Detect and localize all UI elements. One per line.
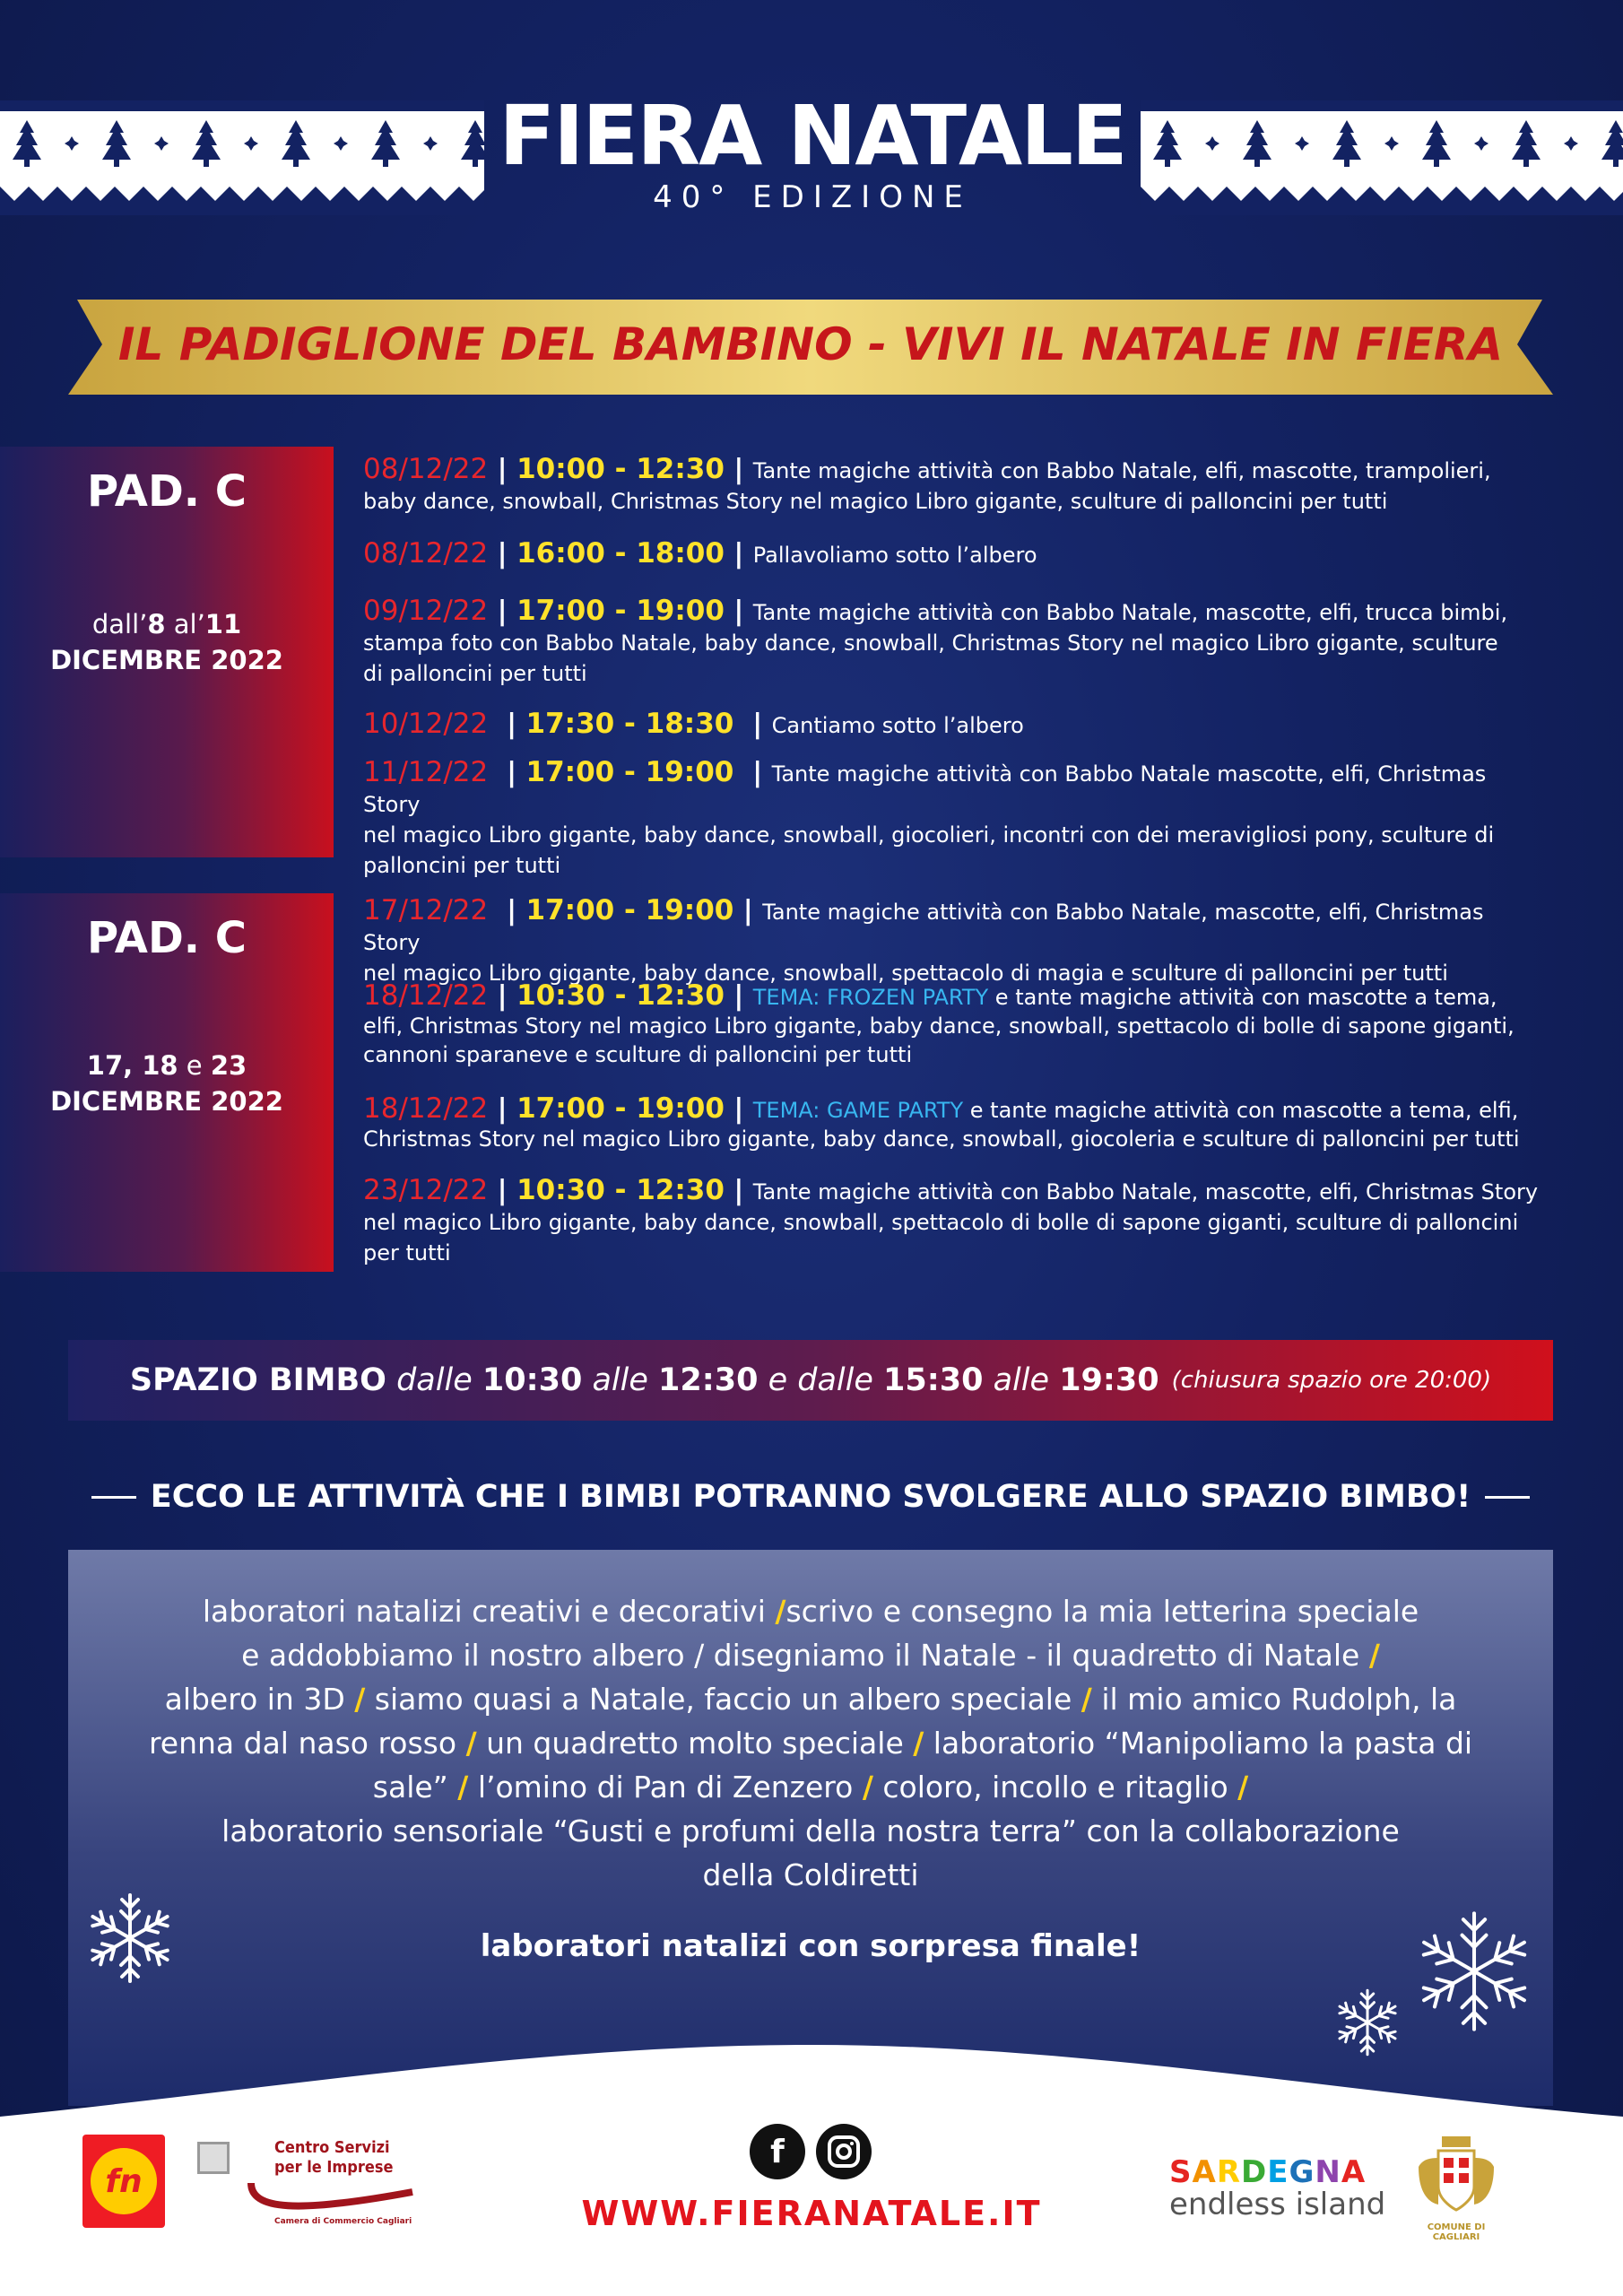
instagram-icon[interactable] — [816, 2124, 872, 2179]
slash-separator: / — [1368, 1638, 1380, 1673]
sardegna-tagline: endless island — [1169, 2187, 1386, 2222]
entry-text: Christmas Story nel magico Libro gigante, baby dance, snowball, giocoleria e sculture di palloncini per tutti — [363, 1126, 1520, 1152]
social-links — [750, 2124, 875, 2181]
activity-text: laboratorio “Manipoliamo la pasta di — [924, 1726, 1473, 1761]
slash-separator: / — [465, 1726, 477, 1761]
slash-separator: / — [1237, 1770, 1249, 1805]
activity-line — [68, 1721, 1553, 1765]
knit-pattern-right — [1141, 100, 1623, 215]
slash-separator: / — [457, 1770, 469, 1805]
date-text: 11 — [204, 609, 242, 639]
entry-text: nel magico Libro gigante, baby dance, snowball, spettacolo di bolle di sapone giganti, sculture di palloncini — [363, 1210, 1519, 1235]
entry-date: 18/12/22 — [363, 1092, 489, 1125]
activity-text: scrivo e consegno la mia letterina speciale — [785, 1594, 1419, 1629]
heading-divider — [91, 1496, 136, 1499]
entry-text: di palloncini per tutti — [363, 661, 587, 686]
facebook-glyph: f — [770, 2133, 785, 2170]
entry-time: 10:30 - 12:30 — [516, 1174, 725, 1206]
entry-text: nel magico Libro gigante, baby dance, snowball, spettacolo di magia e sculture di palloncini per tutti — [363, 961, 1448, 986]
activity-line — [68, 1677, 1553, 1721]
entry-date: 08/12/22 — [363, 537, 489, 570]
centro-servizi-logo — [197, 2135, 430, 2233]
edition-subtitle: 40° EDIZIONE — [653, 179, 972, 215]
pad-box-2 — [0, 893, 334, 1272]
entry-time: 10:00 - 12:30 — [516, 453, 725, 485]
schedule-entry: 18/12/22 | 17:00 - 19:00 | TEMA: GAME PARTY e tante magiche attività con mascotte a tema, elfi, Christmas Story nel magico Libro gigante, baby dance, snowball, giocoleria e sculture di palloncini per tutti — [363, 1092, 1520, 1152]
activity-line — [68, 1853, 1553, 1897]
slash-separator: / — [913, 1726, 924, 1761]
schedule-entry: 08/12/22 | 10:00 - 12:30 | Tante magiche attività con Babbo Natale, elfi, mascotte, trampolieri, baby dance, snowball, Christmas Story nel magico Libro gigante, sculture di palloncini per tutti — [363, 453, 1491, 514]
sardegna-letter: A — [1341, 2154, 1367, 2190]
slash-separator: / — [775, 1594, 786, 1629]
pad-date-range — [0, 606, 334, 678]
sardegna-letter: D — [1241, 2154, 1268, 2190]
pad-title: PAD. C — [87, 466, 247, 517]
schedule-entry: 11/12/22 | 17:00 - 19:00 | Tante magiche attività con Babbo Natale mascotte, elfi, Christmas Story nel magico Libro gigante, baby dance, snowball, giocolieri, incontri con dei meravigliosi pony, sculture di palloncini per tutti — [363, 756, 1495, 878]
date-text: dall’ — [91, 609, 148, 639]
entry-date: 17/12/22 — [363, 894, 489, 926]
title-ribbon — [68, 294, 1553, 395]
activity-text: albero in 3D — [164, 1682, 355, 1717]
entry-time: 17:30 - 18:30 — [525, 708, 734, 740]
date-month: DICEMBRE 2022 — [50, 645, 283, 675]
sardegna-logo — [1169, 2156, 1399, 2221]
hours-time: 15:30 — [883, 1362, 984, 1398]
hours-time: 12:30 — [658, 1362, 759, 1398]
entry-text: Tante magiche attività con Babbo Natale mascotte, elfi, Christmas Story — [363, 761, 1487, 817]
sardegna-letter: A — [1192, 2154, 1217, 2190]
hours-time: 19:30 — [1059, 1362, 1159, 1398]
hours-text: e dalle — [768, 1362, 873, 1398]
slash-separator: / — [354, 1682, 366, 1717]
spazio-label: SPAZIO BIMBO — [129, 1362, 386, 1398]
schedule-entry: 08/12/22 | 16:00 - 18:00 | Pallavoliamo sotto l’albero — [363, 537, 1037, 570]
coat-of-arms-icon — [1411, 2131, 1501, 2221]
entry-text: stampa foto con Babbo Natale, baby dance, snowball, Christmas Story nel magico Libro gigante, sculture — [363, 631, 1498, 656]
comune-label: COMUNE DI CAGLIARI — [1427, 2222, 1486, 2242]
activity-text: coloro, incollo e ritaglio — [872, 1770, 1238, 1805]
activity-text: e addobbiamo il nostro albero / disegniamo il Natale - il quadretto di Natale — [241, 1638, 1360, 1673]
spazio-bimbo-hours — [68, 1340, 1553, 1421]
date-text: al’ — [165, 609, 205, 639]
activity-text: sale” — [372, 1770, 458, 1805]
pad-box-1 — [0, 447, 334, 857]
activity-text: laboratori natalizi creativi e decorativi — [202, 1594, 776, 1629]
csi-mark-icon — [197, 2142, 230, 2174]
activity-line — [68, 1765, 1553, 1809]
entry-time: 10:30 - 12:30 — [516, 979, 725, 1012]
entry-text: e tante magiche attività con mascotte a tema, elfi, — [963, 1098, 1519, 1123]
heading-divider — [1485, 1496, 1530, 1499]
entry-text: nel magico Libro gigante, baby dance, snowball, giocolieri, incontri con dei meravigliosi pony, sculture di — [363, 822, 1495, 848]
snowflake-icon — [81, 1889, 179, 1987]
entry-text: palloncini per tutti — [363, 853, 561, 878]
entry-date: 11/12/22 — [363, 756, 489, 788]
entry-time: 17:00 - 19:00 — [516, 595, 725, 627]
entry-time: 17:00 - 19:00 — [525, 894, 734, 926]
date-text: 23 — [210, 1050, 247, 1081]
page-title: FIERA NATALE — [499, 88, 1126, 184]
date-text: 17, 18 — [86, 1050, 178, 1081]
entry-text: Pallavoliamo sotto l’albero — [752, 543, 1037, 568]
csi-title-line: Centro Servizi — [274, 2138, 390, 2157]
sardegna-letter: N — [1315, 2154, 1341, 2190]
csi-title-line: per le Imprese — [274, 2158, 394, 2177]
entry-text: Tante magiche attività con Babbo Natale, mascotte, elfi, trucca bimbi, — [752, 600, 1508, 625]
activity-line — [68, 1589, 1553, 1633]
entry-text: Cantiamo sotto l’albero — [771, 713, 1024, 738]
slash-separator: / — [1081, 1682, 1092, 1717]
slash-separator: / — [862, 1770, 873, 1805]
christmas-tree-pattern-icon — [0, 100, 484, 215]
entry-date: 08/12/22 — [363, 453, 489, 485]
closing-note: (chiusura spazio ore 20:00) — [1171, 1367, 1492, 1394]
schedule-entry: 09/12/22 | 17:00 - 19:00 | Tante magiche attività con Babbo Natale, mascotte, elfi, trucca bimbi, stampa foto con Babbo Natale, baby dance, snowball, Christmas Story nel magico Libro gigante, sculture di palloncini per tutti — [363, 595, 1508, 686]
csi-title — [274, 2138, 418, 2178]
entry-date: 23/12/22 — [363, 1174, 489, 1206]
hours-time: 10:30 — [482, 1362, 583, 1398]
entry-date: 18/12/22 — [363, 979, 489, 1012]
fiera-logo — [82, 2135, 165, 2228]
entry-text: baby dance, snowball, Christmas Story nel magico Libro gigante, sculture di palloncini per tutti — [363, 489, 1388, 514]
knit-pattern-left — [0, 100, 484, 215]
schedule-entry: 23/12/22 | 10:30 - 12:30 | Tante magiche attività con Babbo Natale, mascotte, elfi, Christmas Story nel magico Libro gigante, baby dance, snowball, spettacolo di bolle di sapone giganti, sculture di palloncini per tutti — [363, 1174, 1539, 1265]
sardegna-wordmark — [1169, 2156, 1399, 2188]
comune-cagliari-logo — [1411, 2131, 1501, 2242]
csi-subtitle: Camera di Commercio Cagliari — [274, 2217, 412, 2226]
schedule-entry: 17/12/22 | 17:00 - 19:00 | Tante magiche attività con Babbo Natale, mascotte, elfi, Christmas Story nel magico Libro gigante, baby dance, snowball, spettacolo di magia e sculture di palloncini per tutti — [363, 894, 1484, 986]
sardegna-letter: R — [1216, 2154, 1242, 2190]
entry-text: cannoni sparaneve e sculture di palloncini per tutti — [363, 1042, 913, 1067]
entry-text: Tante magiche attività con Babbo Natale, elfi, mascotte, trampolieri, — [752, 458, 1491, 483]
sardegna-letter: S — [1169, 2154, 1193, 2190]
activity-text: l’omino di Pan di Zenzero — [468, 1770, 863, 1805]
pad-title: PAD. C — [87, 913, 247, 963]
website-link[interactable]: WWW.FIERANATALE.IT — [581, 2194, 1042, 2233]
entry-text: Tante magiche attività con Babbo Natale, mascotte, elfi, Christmas Story — [752, 1179, 1539, 1205]
instagram-glyph-icon — [827, 2135, 861, 2169]
activity-text: laboratorio sensoriale “Gusti e profumi della nostra terra” con la collaborazione — [221, 1813, 1400, 1848]
date-month: DICEMBRE 2022 — [50, 1086, 283, 1117]
christmas-tree-pattern-icon — [1141, 100, 1623, 215]
fiera-logo-text: fn — [91, 2148, 157, 2214]
entry-time: 17:00 - 19:00 — [516, 1092, 725, 1125]
date-text: e — [178, 1050, 211, 1081]
date-text: 8 — [147, 609, 166, 639]
activity-line — [68, 1633, 1553, 1677]
entry-text: elfi, Christmas Story nel magico Libro gigante, baby dance, snowball, spettacolo di bolle di sapone giganti, — [363, 1013, 1515, 1039]
hours-text: alle — [592, 1362, 648, 1398]
entry-time: 17:00 - 19:00 — [525, 756, 734, 788]
activity-text: il mio amico Rudolph, la — [1091, 1682, 1457, 1717]
entry-time: 16:00 - 18:00 — [516, 537, 725, 570]
entry-text: per tutti — [363, 1240, 451, 1265]
activity-text: un quadretto molto speciale — [476, 1726, 914, 1761]
entry-theme: TEMA: FROZEN PARTY — [752, 985, 989, 1010]
activities-heading-text: ECCO LE ATTIVITÀ CHE I BIMBI POTRANNO SVOLGERE ALLO SPAZIO BIMBO! — [150, 1479, 1471, 1515]
pad-date-range — [0, 1048, 334, 1119]
sardegna-letter: G — [1289, 2154, 1315, 2190]
activity-line — [68, 1809, 1553, 1853]
hours-text: alle — [993, 1362, 1050, 1398]
entry-text: Tante magiche attività con Babbo Natale, mascotte, elfi, Christmas Story — [363, 900, 1484, 955]
entry-theme: TEMA: GAME PARTY — [752, 1098, 964, 1123]
activities-final: laboratori natalizi con sorpresa finale! — [480, 1928, 1141, 1964]
hours-text: dalle — [396, 1362, 473, 1398]
activity-text: della Coldiretti — [702, 1857, 919, 1892]
schedule-entry: 10/12/22 | 17:30 - 18:30 | Cantiamo sotto l’albero — [363, 708, 1024, 740]
activity-text: siamo quasi a Natale, faccio un albero speciale — [365, 1682, 1081, 1717]
entry-text: e tante magiche attività con mascotte a tema, — [988, 985, 1497, 1010]
ribbon-title: IL PADIGLIONE DEL BAMBINO - VIVI IL NATALE IN FIERA — [117, 318, 1504, 370]
facebook-icon[interactable] — [750, 2124, 805, 2179]
entry-date: 09/12/22 — [363, 595, 489, 627]
activities-heading — [68, 1474, 1553, 1519]
sardegna-letter: E — [1267, 2154, 1289, 2190]
csi-swoosh-icon — [242, 2174, 421, 2219]
entry-date: 10/12/22 — [363, 708, 489, 740]
schedule-entry: 18/12/22 | 10:30 - 12:30 | TEMA: FROZEN PARTY e tante magiche attività con mascotte a tema, elfi, Christmas Story nel magico Libro gigante, baby dance, snowball, spettacolo di bolle di sapone giganti, cannoni sparaneve e sculture di palloncini per tutti — [363, 979, 1515, 1067]
activity-text: renna dal naso rosso — [148, 1726, 466, 1761]
